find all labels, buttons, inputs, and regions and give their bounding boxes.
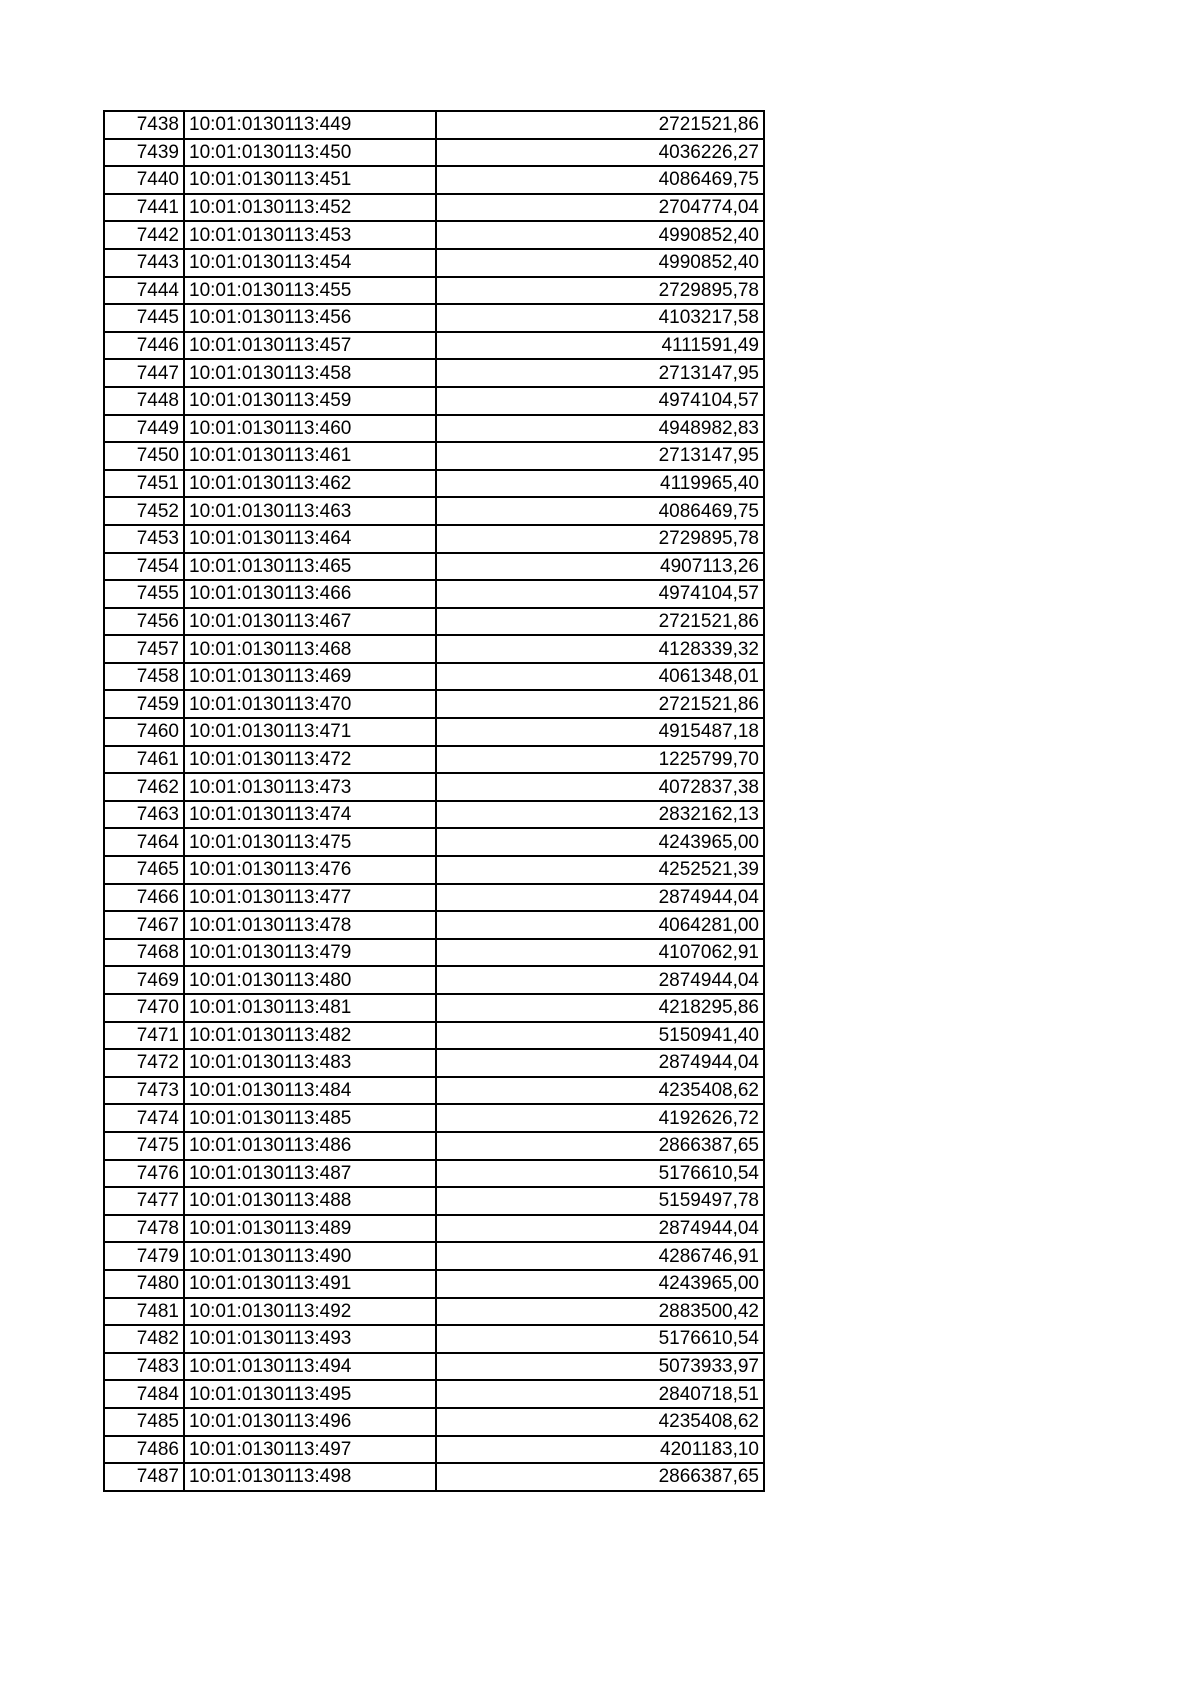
row-number-cell: 7464 [104, 828, 184, 856]
cadastral-value-cell: 1225799,70 [436, 746, 764, 774]
table-row [104, 249, 764, 277]
cadastral-number-cell: 10:01:0130113:458 [184, 359, 436, 387]
table-row [104, 608, 764, 636]
cadastral-value-cell: 2721521,86 [436, 111, 764, 139]
cadastral-number-cell: 10:01:0130113:483 [184, 1049, 436, 1077]
table-row [104, 966, 764, 994]
cadastral-value-cell: 4974104,57 [436, 580, 764, 608]
cadastral-number-cell: 10:01:0130113:470 [184, 690, 436, 718]
row-number-cell: 7483 [104, 1353, 184, 1381]
table-row [104, 221, 764, 249]
cadastral-value-cell: 2832162,13 [436, 801, 764, 829]
cadastral-number-cell: 10:01:0130113:488 [184, 1187, 436, 1215]
table-row [104, 442, 764, 470]
table-row [104, 304, 764, 332]
cadastral-value-cell: 4107062,91 [436, 939, 764, 967]
row-number-cell: 7481 [104, 1298, 184, 1326]
cadastral-number-cell: 10:01:0130113:485 [184, 1104, 436, 1132]
row-number-cell: 7470 [104, 994, 184, 1022]
row-number-cell: 7445 [104, 304, 184, 332]
cadastral-value-cell: 2874944,04 [436, 884, 764, 912]
cadastral-value-cell: 4243965,00 [436, 1270, 764, 1298]
row-number-cell: 7468 [104, 939, 184, 967]
row-number-cell: 7441 [104, 194, 184, 222]
cadastral-value-cell: 2874944,04 [436, 966, 764, 994]
table-row [104, 166, 764, 194]
table-row [104, 497, 764, 525]
table-row [104, 1187, 764, 1215]
row-number-cell: 7469 [104, 966, 184, 994]
table-row [104, 415, 764, 443]
cadastral-value-table [103, 110, 765, 1492]
row-number-cell: 7446 [104, 332, 184, 360]
row-number-cell: 7477 [104, 1187, 184, 1215]
table-row [104, 1242, 764, 1270]
cadastral-number-cell: 10:01:0130113:449 [184, 111, 436, 139]
row-number-cell: 7458 [104, 663, 184, 691]
cadastral-value-cell: 4990852,40 [436, 221, 764, 249]
row-number-cell: 7453 [104, 525, 184, 553]
row-number-cell: 7459 [104, 690, 184, 718]
cadastral-value-cell: 4036226,27 [436, 139, 764, 167]
table-row [104, 635, 764, 663]
table-row [104, 1104, 764, 1132]
table-row [104, 1325, 764, 1353]
cadastral-number-cell: 10:01:0130113:481 [184, 994, 436, 1022]
cadastral-number-cell: 10:01:0130113:490 [184, 1242, 436, 1270]
cadastral-number-cell: 10:01:0130113:451 [184, 166, 436, 194]
table-row [104, 718, 764, 746]
row-number-cell: 7444 [104, 277, 184, 305]
cadastral-number-cell: 10:01:0130113:472 [184, 746, 436, 774]
cadastral-number-cell: 10:01:0130113:464 [184, 525, 436, 553]
row-number-cell: 7451 [104, 470, 184, 498]
row-number-cell: 7440 [104, 166, 184, 194]
cadastral-value-cell: 4064281,00 [436, 911, 764, 939]
table-row [104, 690, 764, 718]
table-row [104, 1408, 764, 1436]
table-row [104, 1380, 764, 1408]
row-number-cell: 7466 [104, 884, 184, 912]
table-row [104, 994, 764, 1022]
cadastral-value-cell: 4128339,32 [436, 635, 764, 663]
table-row [104, 939, 764, 967]
cadastral-number-cell: 10:01:0130113:460 [184, 415, 436, 443]
cadastral-value-cell: 4990852,40 [436, 249, 764, 277]
table-row [104, 1436, 764, 1464]
row-number-cell: 7449 [104, 415, 184, 443]
cadastral-value-cell: 5176610,54 [436, 1325, 764, 1353]
cadastral-value-cell: 5159497,78 [436, 1187, 764, 1215]
cadastral-number-cell: 10:01:0130113:475 [184, 828, 436, 856]
cadastral-number-cell: 10:01:0130113:468 [184, 635, 436, 663]
cadastral-value-cell: 5150941,40 [436, 1022, 764, 1050]
row-number-cell: 7442 [104, 221, 184, 249]
table-row [104, 277, 764, 305]
cadastral-number-cell: 10:01:0130113:493 [184, 1325, 436, 1353]
cadastral-value-cell: 4243965,00 [436, 828, 764, 856]
row-number-cell: 7474 [104, 1104, 184, 1132]
cadastral-value-cell: 2729895,78 [436, 277, 764, 305]
table-body [104, 111, 764, 1491]
cadastral-number-cell: 10:01:0130113:486 [184, 1132, 436, 1160]
cadastral-number-cell: 10:01:0130113:479 [184, 939, 436, 967]
cadastral-value-cell: 2874944,04 [436, 1215, 764, 1243]
cadastral-number-cell: 10:01:0130113:455 [184, 277, 436, 305]
cadastral-number-cell: 10:01:0130113:480 [184, 966, 436, 994]
table-row [104, 1215, 764, 1243]
cadastral-number-cell: 10:01:0130113:495 [184, 1380, 436, 1408]
cadastral-number-cell: 10:01:0130113:491 [184, 1270, 436, 1298]
cadastral-number-cell: 10:01:0130113:489 [184, 1215, 436, 1243]
cadastral-value-cell: 4948982,83 [436, 415, 764, 443]
cadastral-number-cell: 10:01:0130113:457 [184, 332, 436, 360]
cadastral-value-cell: 2729895,78 [436, 525, 764, 553]
cadastral-value-cell: 4192626,72 [436, 1104, 764, 1132]
cadastral-number-cell: 10:01:0130113:474 [184, 801, 436, 829]
cadastral-number-cell: 10:01:0130113:492 [184, 1298, 436, 1326]
row-number-cell: 7487 [104, 1463, 184, 1491]
cadastral-number-cell: 10:01:0130113:463 [184, 497, 436, 525]
cadastral-value-cell: 4119965,40 [436, 470, 764, 498]
row-number-cell: 7447 [104, 359, 184, 387]
row-number-cell: 7461 [104, 746, 184, 774]
row-number-cell: 7478 [104, 1215, 184, 1243]
row-number-cell: 7467 [104, 911, 184, 939]
cadastral-value-cell: 2866387,65 [436, 1463, 764, 1491]
table-row [104, 1463, 764, 1491]
row-number-cell: 7472 [104, 1049, 184, 1077]
row-number-cell: 7463 [104, 801, 184, 829]
row-number-cell: 7476 [104, 1160, 184, 1188]
cadastral-number-cell: 10:01:0130113:456 [184, 304, 436, 332]
table-row [104, 1160, 764, 1188]
cadastral-value-cell: 2840718,51 [436, 1380, 764, 1408]
table-row [104, 911, 764, 939]
table-row [104, 746, 764, 774]
cadastral-number-cell: 10:01:0130113:450 [184, 139, 436, 167]
cadastral-number-cell: 10:01:0130113:469 [184, 663, 436, 691]
cadastral-value-cell: 5073933,97 [436, 1353, 764, 1381]
row-number-cell: 7454 [104, 553, 184, 581]
cadastral-value-cell: 4235408,62 [436, 1408, 764, 1436]
table-row [104, 884, 764, 912]
cadastral-value-cell: 4235408,62 [436, 1077, 764, 1105]
table-row [104, 470, 764, 498]
row-number-cell: 7480 [104, 1270, 184, 1298]
row-number-cell: 7482 [104, 1325, 184, 1353]
cadastral-number-cell: 10:01:0130113:459 [184, 387, 436, 415]
cadastral-number-cell: 10:01:0130113:494 [184, 1353, 436, 1381]
cadastral-number-cell: 10:01:0130113:497 [184, 1436, 436, 1464]
row-number-cell: 7471 [104, 1022, 184, 1050]
cadastral-value-cell: 4915487,18 [436, 718, 764, 746]
cadastral-number-cell: 10:01:0130113:454 [184, 249, 436, 277]
table-row [104, 1077, 764, 1105]
row-number-cell: 7452 [104, 497, 184, 525]
table-row [104, 525, 764, 553]
row-number-cell: 7479 [104, 1242, 184, 1270]
table-row [104, 773, 764, 801]
cadastral-number-cell: 10:01:0130113:496 [184, 1408, 436, 1436]
cadastral-number-cell: 10:01:0130113:461 [184, 442, 436, 470]
cadastral-number-cell: 10:01:0130113:477 [184, 884, 436, 912]
row-number-cell: 7462 [104, 773, 184, 801]
table-row [104, 580, 764, 608]
row-number-cell: 7473 [104, 1077, 184, 1105]
cadastral-value-cell: 4286746,91 [436, 1242, 764, 1270]
cadastral-value-cell: 4103217,58 [436, 304, 764, 332]
cadastral-number-cell: 10:01:0130113:452 [184, 194, 436, 222]
row-number-cell: 7439 [104, 139, 184, 167]
row-number-cell: 7455 [104, 580, 184, 608]
table-row [104, 332, 764, 360]
row-number-cell: 7438 [104, 111, 184, 139]
cadastral-value-cell: 4201183,10 [436, 1436, 764, 1464]
table-row [104, 1132, 764, 1160]
cadastral-number-cell: 10:01:0130113:476 [184, 856, 436, 884]
row-number-cell: 7486 [104, 1436, 184, 1464]
cadastral-value-cell: 4907113,26 [436, 553, 764, 581]
table-row [104, 553, 764, 581]
table-row [104, 1022, 764, 1050]
table-row [104, 1353, 764, 1381]
table-row [104, 139, 764, 167]
cadastral-number-cell: 10:01:0130113:462 [184, 470, 436, 498]
table-row [104, 111, 764, 139]
table-row [104, 1270, 764, 1298]
cadastral-value-cell: 4086469,75 [436, 166, 764, 194]
cadastral-number-cell: 10:01:0130113:465 [184, 553, 436, 581]
table-row [104, 856, 764, 884]
cadastral-value-cell: 2721521,86 [436, 608, 764, 636]
row-number-cell: 7448 [104, 387, 184, 415]
cadastral-value-cell: 4086469,75 [436, 497, 764, 525]
cadastral-number-cell: 10:01:0130113:487 [184, 1160, 436, 1188]
table-row [104, 1049, 764, 1077]
row-number-cell: 7475 [104, 1132, 184, 1160]
table-row [104, 194, 764, 222]
cadastral-value-cell: 2721521,86 [436, 690, 764, 718]
cadastral-number-cell: 10:01:0130113:467 [184, 608, 436, 636]
row-number-cell: 7443 [104, 249, 184, 277]
cadastral-value-cell: 4974104,57 [436, 387, 764, 415]
cadastral-value-cell: 4218295,86 [436, 994, 764, 1022]
cadastral-value-cell: 2713147,95 [436, 359, 764, 387]
cadastral-value-cell: 2866387,65 [436, 1132, 764, 1160]
cadastral-number-cell: 10:01:0130113:498 [184, 1463, 436, 1491]
table-row [104, 1298, 764, 1326]
cadastral-value-cell: 2713147,95 [436, 442, 764, 470]
table-row [104, 359, 764, 387]
table-row [104, 387, 764, 415]
cadastral-number-cell: 10:01:0130113:478 [184, 911, 436, 939]
cadastral-value-cell: 2874944,04 [436, 1049, 764, 1077]
table-row [104, 828, 764, 856]
cadastral-value-cell: 5176610,54 [436, 1160, 764, 1188]
row-number-cell: 7457 [104, 635, 184, 663]
row-number-cell: 7484 [104, 1380, 184, 1408]
cadastral-number-cell: 10:01:0130113:453 [184, 221, 436, 249]
table-row [104, 801, 764, 829]
cadastral-value-cell: 4111591,49 [436, 332, 764, 360]
cadastral-value-cell: 4061348,01 [436, 663, 764, 691]
cadastral-number-cell: 10:01:0130113:484 [184, 1077, 436, 1105]
cadastral-value-cell: 2704774,04 [436, 194, 764, 222]
row-number-cell: 7465 [104, 856, 184, 884]
row-number-cell: 7450 [104, 442, 184, 470]
cadastral-value-cell: 4252521,39 [436, 856, 764, 884]
row-number-cell: 7456 [104, 608, 184, 636]
row-number-cell: 7460 [104, 718, 184, 746]
cadastral-number-cell: 10:01:0130113:482 [184, 1022, 436, 1050]
cadastral-value-cell: 2883500,42 [436, 1298, 764, 1326]
cadastral-number-cell: 10:01:0130113:471 [184, 718, 436, 746]
row-number-cell: 7485 [104, 1408, 184, 1436]
table-row [104, 663, 764, 691]
cadastral-value-cell: 4072837,38 [436, 773, 764, 801]
cadastral-number-cell: 10:01:0130113:473 [184, 773, 436, 801]
cadastral-number-cell: 10:01:0130113:466 [184, 580, 436, 608]
